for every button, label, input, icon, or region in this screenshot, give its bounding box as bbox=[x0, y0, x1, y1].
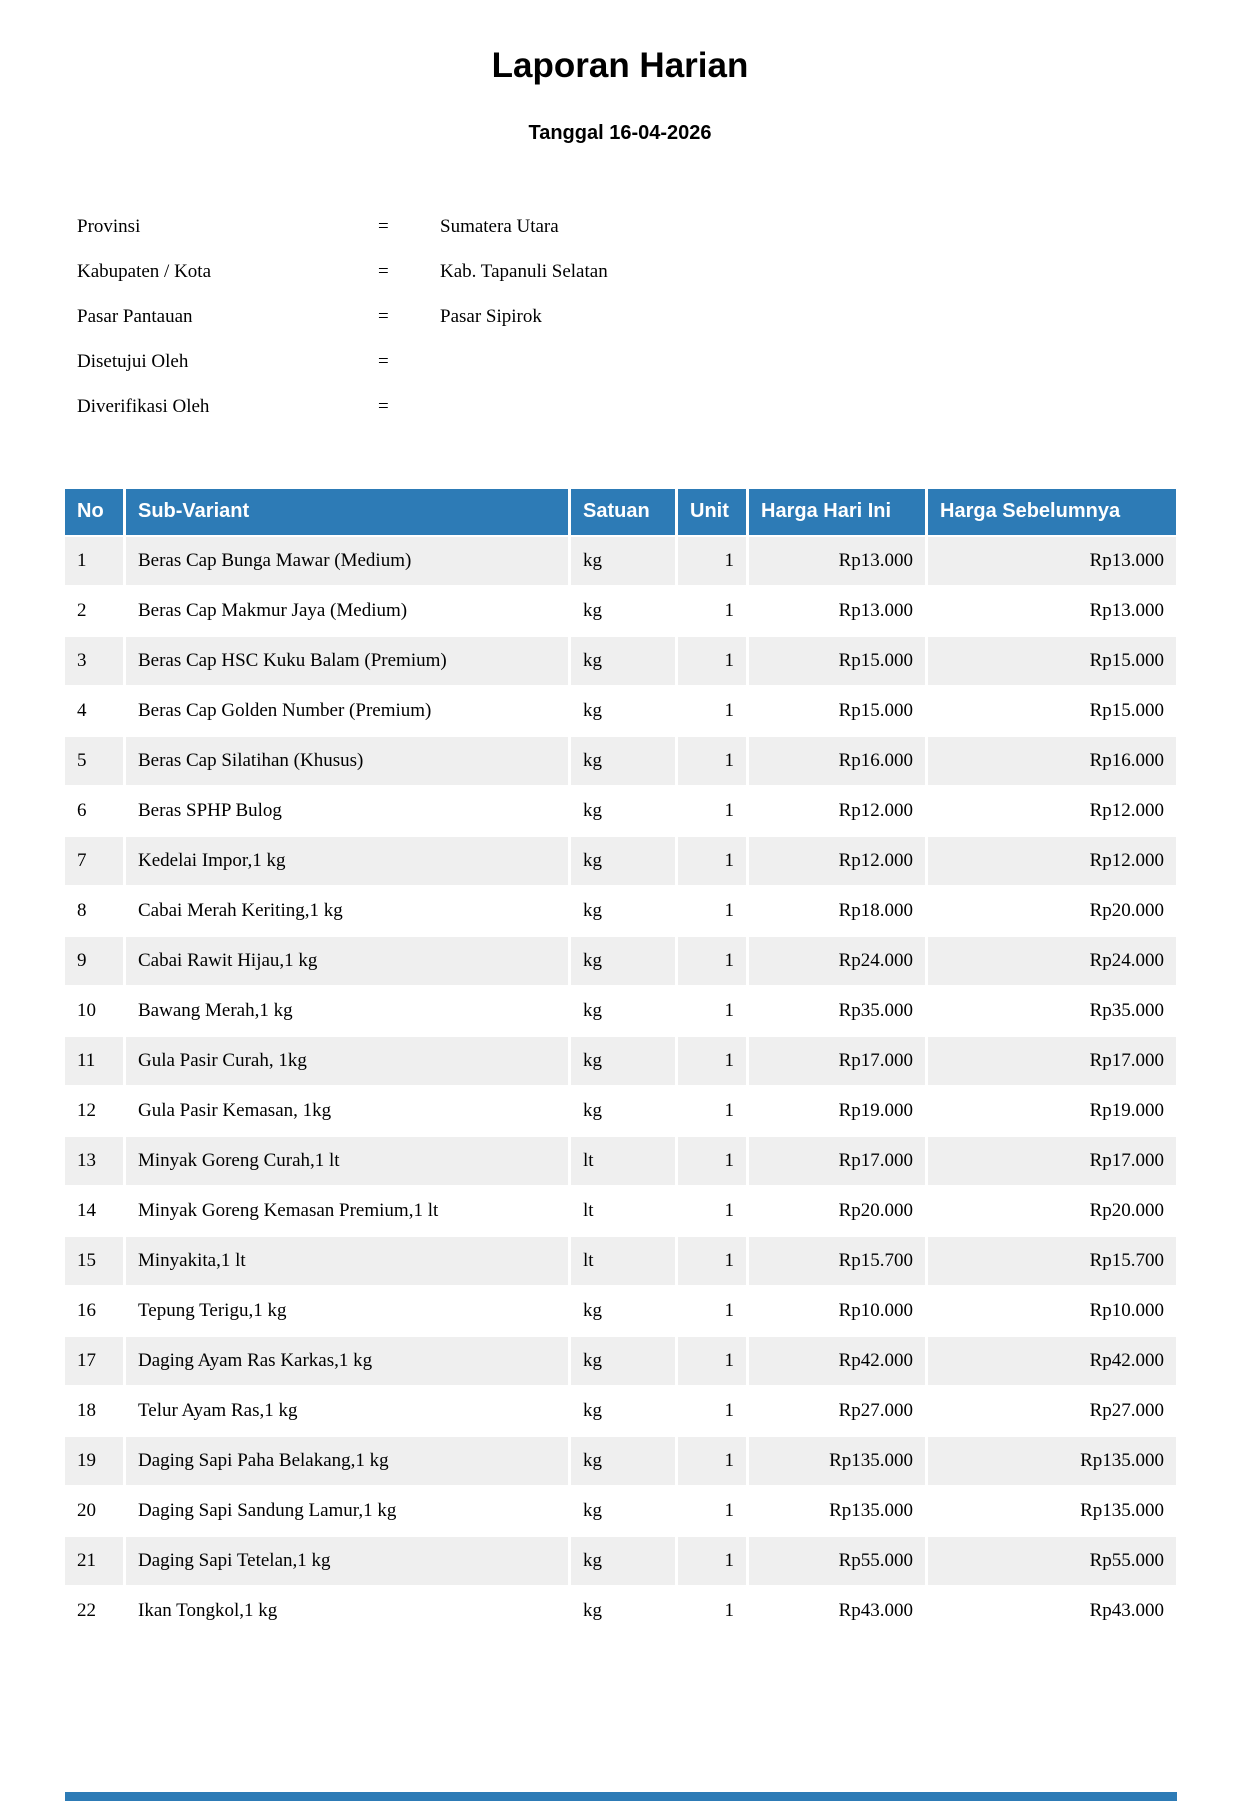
table-row bbox=[65, 1187, 1176, 1235]
cell-price-today: Rp13.000 bbox=[838, 599, 913, 621]
metadata-row-kabupaten-kota bbox=[77, 250, 1240, 295]
metadata-value: Kab. Tapanuli Selatan bbox=[440, 261, 608, 283]
column-header-unit: Unit bbox=[678, 489, 746, 535]
cell-price-today: Rp18.000 bbox=[838, 899, 913, 921]
cell-price-previous: Rp55.000 bbox=[928, 1537, 1176, 1585]
cell-satuan: kg bbox=[583, 1299, 602, 1321]
cell-subvariant: Daging Sapi Tetelan,1 kg bbox=[126, 1537, 568, 1585]
price-table-header bbox=[65, 489, 1176, 535]
metadata-label: Kabupaten / Kota bbox=[77, 261, 212, 283]
cell-unit: 1 bbox=[678, 837, 746, 885]
metadata-row-diverifikasi-oleh bbox=[77, 385, 1240, 430]
cell-satuan: kg bbox=[583, 799, 602, 821]
cell-satuan: kg bbox=[583, 899, 602, 921]
cell-price-previous: Rp10.000 bbox=[1089, 1299, 1164, 1321]
table-row bbox=[65, 687, 1176, 735]
cell-no: 2 bbox=[77, 599, 87, 621]
cell-no: 3 bbox=[65, 637, 123, 685]
cell-price-today: Rp19.000 bbox=[838, 1099, 913, 1121]
cell-subvariant: Ikan Tongkol,1 kg bbox=[138, 1599, 278, 1621]
cell-price-today: Rp24.000 bbox=[749, 937, 925, 985]
cell-subvariant: Beras Cap Silatihan (Khusus) bbox=[126, 737, 568, 785]
cell-satuan: lt bbox=[571, 1237, 675, 1285]
cell-satuan: kg bbox=[571, 1037, 675, 1085]
cell-no: 13 bbox=[65, 1137, 123, 1185]
cell-unit: 1 bbox=[724, 699, 734, 721]
cell-subvariant: Bawang Merah,1 kg bbox=[138, 999, 293, 1021]
cell-unit: 1 bbox=[678, 1437, 746, 1485]
cell-no: 20 bbox=[77, 1499, 96, 1521]
price-table bbox=[62, 487, 1179, 1637]
report-metadata bbox=[77, 205, 1240, 430]
cell-no: 10 bbox=[77, 999, 96, 1021]
cell-price-today: Rp12.000 bbox=[749, 837, 925, 885]
metadata-label: Pasar Pantauan bbox=[77, 306, 193, 328]
cell-subvariant: Beras SPHP Bulog bbox=[138, 799, 282, 821]
cell-unit: 1 bbox=[678, 537, 746, 585]
cell-price-previous: Rp20.000 bbox=[1089, 899, 1164, 921]
metadata-label: Diverifikasi Oleh bbox=[77, 396, 210, 418]
cell-price-previous: Rp15.000 bbox=[1089, 699, 1164, 721]
cell-price-today: Rp35.000 bbox=[838, 999, 913, 1021]
cell-no: 6 bbox=[77, 799, 87, 821]
cell-no: 18 bbox=[77, 1399, 96, 1421]
cell-unit: 1 bbox=[724, 1399, 734, 1421]
table-row bbox=[65, 1537, 1176, 1585]
cell-subvariant: Telur Ayam Ras,1 kg bbox=[138, 1399, 298, 1421]
table-row bbox=[65, 1037, 1176, 1085]
metadata-label: Provinsi bbox=[77, 216, 141, 238]
table-row bbox=[65, 1337, 1176, 1385]
cell-satuan: kg bbox=[583, 1499, 602, 1521]
page-subtitle: Tanggal 16-04-2026 bbox=[528, 121, 712, 144]
cell-price-previous: Rp24.000 bbox=[928, 937, 1176, 985]
cell-price-previous: Rp20.000 bbox=[1089, 1199, 1164, 1221]
cell-no: 21 bbox=[65, 1537, 123, 1585]
table-row bbox=[65, 1487, 1176, 1535]
cell-satuan: kg bbox=[583, 999, 602, 1021]
cell-price-today: Rp135.000 bbox=[749, 1437, 925, 1485]
cell-price-previous: Rp13.000 bbox=[928, 537, 1176, 585]
column-header-sub-variant: Sub-Variant bbox=[126, 489, 568, 535]
metadata-row-pasar-pantauan bbox=[77, 295, 1240, 340]
cell-unit: 1 bbox=[678, 1537, 746, 1585]
cell-no: 15 bbox=[65, 1237, 123, 1285]
table-row bbox=[65, 887, 1176, 935]
table-row bbox=[65, 937, 1176, 985]
table-row bbox=[65, 637, 1176, 685]
cell-price-previous: Rp43.000 bbox=[1089, 1599, 1164, 1621]
column-header-no: No bbox=[65, 489, 123, 535]
cell-subvariant: Beras Cap Makmur Jaya (Medium) bbox=[138, 599, 408, 621]
table-row bbox=[65, 837, 1176, 885]
cell-subvariant: Beras Cap Bunga Mawar (Medium) bbox=[126, 537, 568, 585]
cell-no: 1 bbox=[65, 537, 123, 585]
cell-price-today: Rp15.000 bbox=[838, 699, 913, 721]
cell-price-today: Rp27.000 bbox=[838, 1399, 913, 1421]
metadata-row-provinsi bbox=[77, 205, 1240, 250]
table-row bbox=[65, 1137, 1176, 1185]
cell-price-today: Rp15.700 bbox=[749, 1237, 925, 1285]
cell-satuan: kg bbox=[571, 537, 675, 585]
cell-satuan: kg bbox=[571, 937, 675, 985]
cell-subvariant: Daging Sapi Paha Belakang,1 kg bbox=[126, 1437, 568, 1485]
equals-sign: = bbox=[378, 216, 389, 238]
cell-satuan: kg bbox=[571, 637, 675, 685]
cell-subvariant: Minyak Goreng Curah,1 lt bbox=[126, 1137, 568, 1185]
table-row bbox=[65, 1287, 1176, 1335]
cell-price-previous: Rp12.000 bbox=[1089, 799, 1164, 821]
metadata-row-disetujui-oleh bbox=[77, 340, 1240, 385]
cell-price-previous: Rp135.000 bbox=[1080, 1499, 1164, 1521]
cell-satuan: lt bbox=[583, 1199, 594, 1221]
cell-price-today: Rp42.000 bbox=[749, 1337, 925, 1385]
cell-satuan: lt bbox=[571, 1137, 675, 1185]
cell-satuan: kg bbox=[583, 599, 602, 621]
cell-price-previous: Rp17.000 bbox=[928, 1037, 1176, 1085]
cell-satuan: kg bbox=[583, 1399, 602, 1421]
cell-satuan: kg bbox=[583, 699, 602, 721]
table-row bbox=[65, 787, 1176, 835]
cell-no: 4 bbox=[77, 699, 87, 721]
cell-unit: 1 bbox=[724, 1099, 734, 1121]
cell-price-today: Rp13.000 bbox=[749, 537, 925, 585]
metadata-label: Disetujui Oleh bbox=[77, 351, 189, 373]
cell-no: 12 bbox=[77, 1099, 96, 1121]
table-row bbox=[65, 1237, 1176, 1285]
cell-price-previous: Rp19.000 bbox=[1089, 1099, 1164, 1121]
table-row bbox=[65, 1437, 1176, 1485]
cell-price-today: Rp17.000 bbox=[749, 1137, 925, 1185]
cell-price-previous: Rp12.000 bbox=[928, 837, 1176, 885]
cell-unit: 1 bbox=[678, 1137, 746, 1185]
cell-no: 11 bbox=[65, 1037, 123, 1085]
cell-satuan: kg bbox=[583, 1099, 602, 1121]
cell-unit: 1 bbox=[724, 1299, 734, 1321]
cell-unit: 1 bbox=[724, 599, 734, 621]
next-page-table-header-cutoff-bar bbox=[65, 1792, 1177, 1801]
cell-subvariant: Cabai Merah Keriting,1 kg bbox=[138, 899, 343, 921]
cell-price-previous: Rp16.000 bbox=[928, 737, 1176, 785]
equals-sign: = bbox=[378, 351, 389, 373]
cell-satuan: kg bbox=[583, 1599, 602, 1621]
cell-unit: 1 bbox=[678, 737, 746, 785]
cell-satuan: kg bbox=[571, 1337, 675, 1385]
price-table-body bbox=[65, 537, 1176, 1635]
table-row bbox=[65, 537, 1176, 585]
cell-unit: 1 bbox=[678, 1037, 746, 1085]
cell-no: 19 bbox=[65, 1437, 123, 1485]
equals-sign: = bbox=[378, 261, 389, 283]
cell-unit: 1 bbox=[724, 1599, 734, 1621]
cell-price-previous: Rp35.000 bbox=[1089, 999, 1164, 1021]
cell-subvariant: Minyak Goreng Kemasan Premium,1 lt bbox=[138, 1199, 439, 1221]
cell-price-today: Rp20.000 bbox=[838, 1199, 913, 1221]
column-header-harga-sebelumnya: Harga Sebelumnya bbox=[928, 489, 1176, 535]
cell-no: 8 bbox=[77, 899, 87, 921]
cell-price-today: Rp15.000 bbox=[749, 637, 925, 685]
cell-unit: 1 bbox=[724, 1199, 734, 1221]
cell-unit: 1 bbox=[678, 1337, 746, 1385]
cell-price-previous: Rp15.000 bbox=[928, 637, 1176, 685]
cell-price-previous: Rp42.000 bbox=[928, 1337, 1176, 1385]
cell-unit: 1 bbox=[724, 999, 734, 1021]
cell-subvariant: Beras Cap Golden Number (Premium) bbox=[138, 699, 432, 721]
cell-unit: 1 bbox=[678, 637, 746, 685]
table-row bbox=[65, 987, 1176, 1035]
cell-unit: 1 bbox=[678, 937, 746, 985]
cell-price-today: Rp16.000 bbox=[749, 737, 925, 785]
equals-sign: = bbox=[378, 396, 389, 418]
cell-satuan: kg bbox=[571, 1437, 675, 1485]
cell-subvariant: Daging Sapi Sandung Lamur,1 kg bbox=[138, 1499, 397, 1521]
table-row bbox=[65, 1387, 1176, 1435]
cell-subvariant: Gula Pasir Curah, 1kg bbox=[126, 1037, 568, 1085]
cell-price-previous: Rp27.000 bbox=[1089, 1399, 1164, 1421]
cell-price-today: Rp55.000 bbox=[749, 1537, 925, 1585]
cell-no: 17 bbox=[65, 1337, 123, 1385]
metadata-value: Sumatera Utara bbox=[440, 216, 559, 238]
cell-price-today: Rp135.000 bbox=[829, 1499, 913, 1521]
cell-subvariant: Cabai Rawit Hijau,1 kg bbox=[126, 937, 568, 985]
cell-no: 14 bbox=[77, 1199, 96, 1221]
cell-satuan: kg bbox=[571, 737, 675, 785]
cell-subvariant: Minyakita,1 lt bbox=[126, 1237, 568, 1285]
cell-unit: 1 bbox=[724, 799, 734, 821]
cell-price-previous: Rp135.000 bbox=[928, 1437, 1176, 1485]
cell-subvariant: Gula Pasir Kemasan, 1kg bbox=[138, 1099, 332, 1121]
cell-no: 7 bbox=[65, 837, 123, 885]
column-header-harga-hari-ini: Harga Hari Ini bbox=[749, 489, 925, 535]
cell-price-today: Rp17.000 bbox=[749, 1037, 925, 1085]
table-row bbox=[65, 1587, 1176, 1635]
cell-satuan: kg bbox=[571, 837, 675, 885]
table-row bbox=[65, 737, 1176, 785]
cell-price-today: Rp12.000 bbox=[838, 799, 913, 821]
cell-subvariant: Kedelai Impor,1 kg bbox=[126, 837, 568, 885]
cell-price-previous: Rp13.000 bbox=[1089, 599, 1164, 621]
cell-price-today: Rp10.000 bbox=[838, 1299, 913, 1321]
cell-no: 22 bbox=[77, 1599, 96, 1621]
table-row bbox=[65, 587, 1176, 635]
column-header-satuan: Satuan bbox=[571, 489, 675, 535]
cell-no: 9 bbox=[65, 937, 123, 985]
cell-price-previous: Rp17.000 bbox=[928, 1137, 1176, 1185]
cell-satuan: kg bbox=[571, 1537, 675, 1585]
metadata-value: Pasar Sipirok bbox=[440, 306, 542, 328]
cell-subvariant: Beras Cap HSC Kuku Balam (Premium) bbox=[126, 637, 568, 685]
table-row bbox=[65, 1087, 1176, 1135]
cell-subvariant: Daging Ayam Ras Karkas,1 kg bbox=[126, 1337, 568, 1385]
cell-subvariant: Tepung Terigu,1 kg bbox=[138, 1299, 287, 1321]
cell-no: 16 bbox=[77, 1299, 96, 1321]
cell-unit: 1 bbox=[724, 899, 734, 921]
cell-no: 5 bbox=[65, 737, 123, 785]
cell-price-today: Rp43.000 bbox=[838, 1599, 913, 1621]
equals-sign: = bbox=[378, 306, 389, 328]
cell-price-previous: Rp15.700 bbox=[928, 1237, 1176, 1285]
cell-unit: 1 bbox=[724, 1499, 734, 1521]
page-title: Laporan Harian bbox=[491, 46, 749, 85]
cell-unit: 1 bbox=[678, 1237, 746, 1285]
